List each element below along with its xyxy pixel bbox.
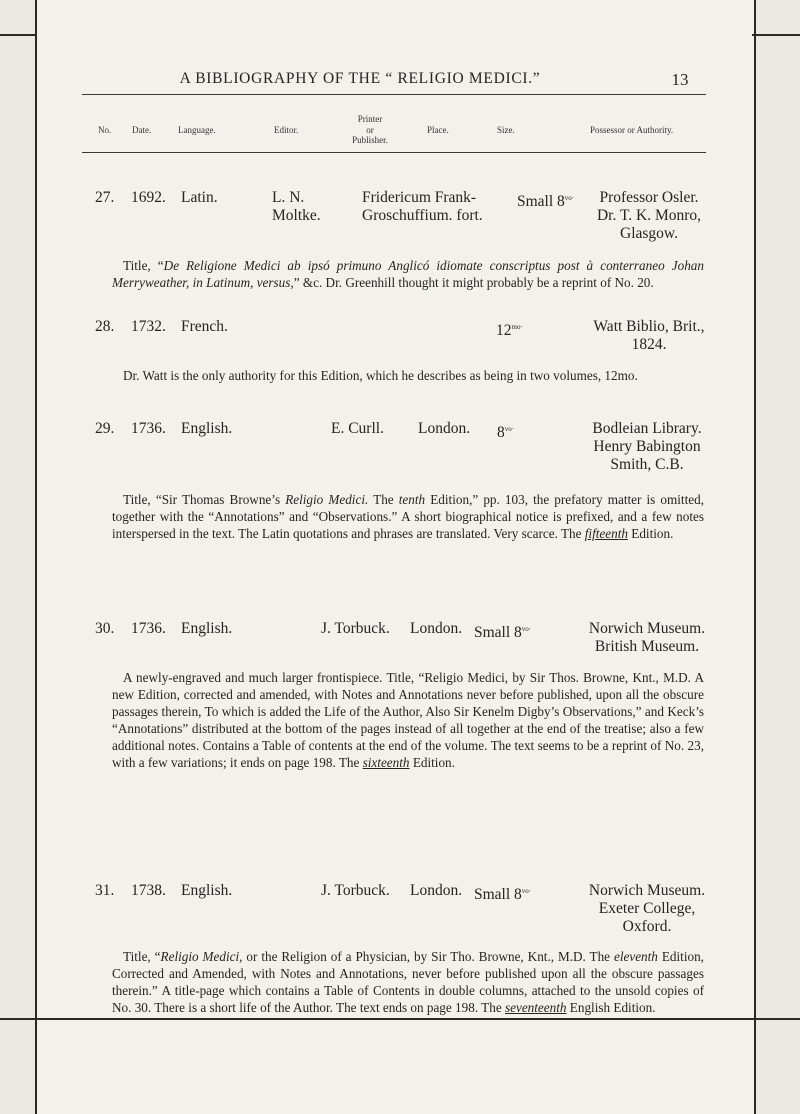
entry-editor: J. Torbuck. [321, 882, 390, 899]
entry-possessor: Norwich Museum. Exeter College, Oxford. [588, 882, 706, 935]
entry-size [517, 189, 574, 211]
column-header [0, 108, 720, 152]
entry-possessor: Bodleian Library. Henry Babington Smith, C.B. [592, 420, 702, 473]
entry-number: 29. [95, 420, 115, 437]
col-no: No. [98, 125, 112, 135]
entry-date: 1736. [131, 420, 166, 437]
entry-editor: J. Torbuck. [321, 620, 390, 637]
entry-size [496, 318, 523, 340]
entry-publisher: Fridericum Frank- Groschuffium. fort. [362, 189, 483, 224]
entry-size-text: Small 8 [474, 624, 522, 641]
entry-size [474, 620, 531, 642]
col-size: Size. [497, 125, 515, 135]
note-text-end: Edition. [627, 526, 674, 541]
note-text-end: Edition. [409, 755, 455, 770]
running-head-title: A BIBLIOGRAPHY OF THE “ RELIGIO MEDICI.” [179, 70, 541, 87]
note-text-end: ” &c. Dr. Greenhill thought it might probably be a reprint of No. 20. [293, 275, 654, 290]
entry-size-sup: mo· [511, 323, 523, 331]
note-edition-italic: tenth [398, 492, 426, 507]
col-date: Date. [132, 125, 152, 135]
col-language: Language. [178, 125, 216, 135]
col-editor: Editor. [274, 125, 299, 135]
entry-number: 27. [95, 189, 115, 206]
entry-date: 1736. [131, 620, 166, 637]
col-possessor: Possessor or Authority. [590, 125, 674, 135]
note-edition-italic: eleventh [613, 949, 658, 964]
note-title: De Religione Medici ab ipsó primuno Anglicó idiomate conscriptus post à conterraneo Johan Merryweather, in Latinum, versus, [112, 258, 704, 290]
note-text-end: English Edition. [566, 1000, 656, 1015]
entry-possessor: Norwich Museum. British Museum. [588, 620, 706, 655]
entry-size-text: Small 8 [474, 886, 522, 903]
entry-note [112, 257, 704, 291]
entry-note [112, 367, 704, 384]
entry-size-sup: vo· [564, 194, 575, 202]
running-head [0, 70, 720, 88]
top-left-border-line [0, 34, 37, 36]
col-printer-line3: Publisher. [352, 135, 388, 145]
entry-number: 30. [95, 620, 115, 637]
col-printer-line2: or [366, 124, 374, 135]
note-edition-count: fifteenth [584, 526, 628, 541]
entry-date: 1738. [131, 882, 166, 899]
entry-size-sup: vo· [521, 887, 532, 895]
note-text: Title, “ [123, 949, 161, 964]
col-printer [340, 114, 400, 146]
col-printer-line1: Printer [357, 114, 383, 124]
note-text-body: Edition,” pp. 103, the prefatory matter is omitted, together with the “Annotations” and “Observations.” A short biographical notice is prefixed, and a few notes interspersed in the text. The Latin quotations and phrases are translated. Very scarce. The [112, 492, 705, 541]
col-place: Place. [427, 125, 449, 135]
entry-size-sup: vo· [521, 625, 532, 633]
entry-size-text: 12 [496, 322, 512, 339]
entry-number: 31. [95, 882, 115, 899]
entry-language: Latin. [181, 189, 218, 206]
entry-language: English. [181, 620, 233, 637]
note-text: Title, “ [123, 258, 164, 273]
entry-publisher: London. [410, 882, 463, 899]
note-text: Dr. Watt is the only authority for this Edition, which he describes as being in two volumes, 12mo. [123, 368, 638, 383]
note-title: Religio Medici, [160, 949, 243, 964]
entry-date: 1732. [131, 318, 166, 335]
entry-number: 28. [95, 318, 115, 335]
entry-editor: E. Curll. [331, 420, 384, 437]
entry-note [112, 669, 704, 771]
entry-publisher: London. [410, 620, 463, 637]
entry-publisher: London. [418, 420, 471, 437]
entry-note [112, 491, 704, 542]
entry-language: English. [181, 420, 233, 437]
entry-size-text: 8 [497, 424, 505, 441]
note-text: A newly-engraved and much larger frontispiece. Title, “Religio Medici, by Sir Thos. Browne, Knt., M.D. A new Edition, corrected and amended, with Notes and Annotations never before published, upon all the obscure passages therein, To which is added the Life of the Author, Also Sir Kenelm Digby’s Observations,” and Keck’s “Annotations” distributed at the bottom of the pages instead of all together at the end of the treatise; also a few additional notes. Contains a Table of contents at the end of the volume. The text seems to be a reprint of No. 23, with a few variations; it ends on page 198. The [112, 670, 704, 770]
page-number: 13 [671, 70, 689, 89]
note-text: Title, “Sir Thomas Browne’s [123, 492, 286, 507]
entry-size-sup: vo· [504, 425, 515, 433]
entry-date: 1692. [131, 189, 166, 206]
entry-size [497, 420, 514, 442]
column-header-rule [82, 152, 706, 153]
entry-possessor: Professor Osler. Dr. T. K. Monro, Glasgow. [596, 189, 702, 242]
entry-note [112, 948, 704, 1016]
note-text-body: Edition, Corrected and Amended, with Notes and Annotations, never before published upon all the obscure passages therein.” A title-page which contains a Table of Contents in double columns, attached to the unsold copies of No. 30. There is a short life of the Author. The text ends on page 198. The [112, 949, 704, 1015]
note-text-mid: The [368, 492, 399, 507]
entry-language: English. [181, 882, 233, 899]
note-edition-count: seventeenth [504, 1000, 567, 1015]
bottom-border-line [0, 1018, 800, 1020]
book-page [35, 0, 756, 1114]
entry-editor: L. N. Moltke. [272, 189, 321, 224]
note-text-mid: or the Religion of a Physician, by Sir Tho. Browne, Knt., M.D. The [242, 949, 614, 964]
top-right-border-line [752, 34, 800, 36]
entry-possessor: Watt Biblio, Brit., 1824. [593, 318, 705, 353]
entry-size [474, 882, 531, 904]
note-edition-count: sixteenth [362, 755, 410, 770]
head-rule [82, 94, 706, 95]
entry-size-text: Small 8 [517, 193, 565, 210]
note-title: Religio Medici. [285, 492, 369, 507]
entry-language: French. [181, 318, 228, 335]
